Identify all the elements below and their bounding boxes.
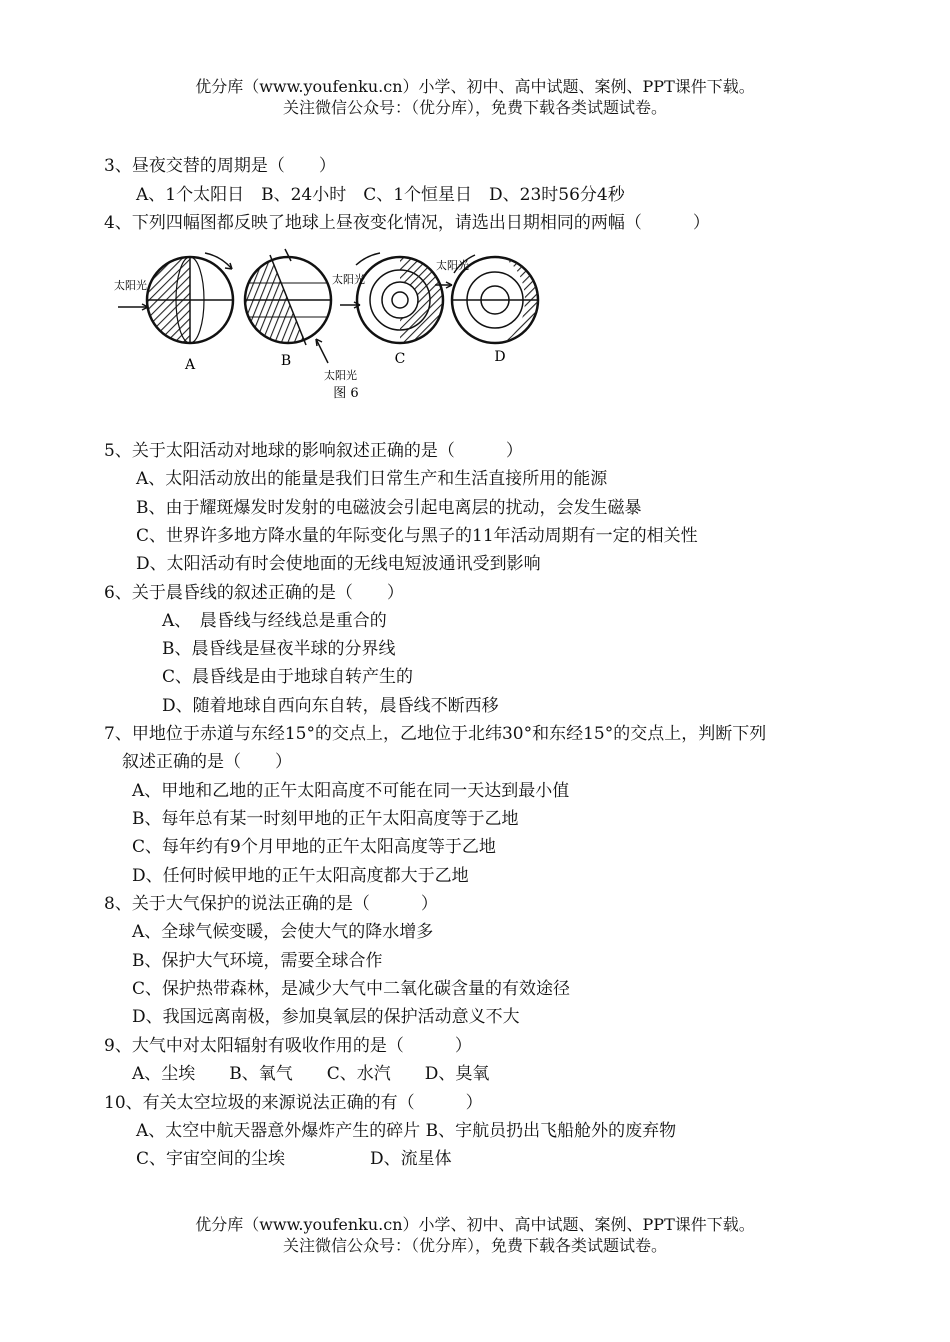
q3-stem: 3、昼夜交替的周期是（ ） bbox=[104, 156, 336, 176]
q7-stem-continued: 叙述正确的是（ ） bbox=[122, 752, 292, 772]
q7-option-a: A、甲地和乙地的正午太阳高度不可能在同一天达到最小值 bbox=[132, 781, 570, 801]
sun-label-d: 太阳光 bbox=[436, 259, 469, 272]
q8-option-c: C、保护热带森林，是减少大气中二氧化碳含量的有效途径 bbox=[132, 979, 571, 999]
sun-label-c: 太阳光 bbox=[332, 273, 365, 286]
sun-label-b: 太阳光 bbox=[324, 369, 357, 382]
q6-stem: 6、关于晨昏线的叙述正确的是（ ） bbox=[104, 583, 404, 603]
q5-option-a: A、太阳活动放出的能量是我们日常生产和生活直接所用的能源 bbox=[136, 469, 608, 489]
header-line-2: 关注微信公众号：（优分库），免费下载各类试题试卷。 bbox=[282, 98, 667, 117]
q9-stem: 9、大气中对太阳辐射有吸收作用的是（ ） bbox=[104, 1036, 472, 1056]
q8-option-b: B、保护大气环境，需要全球合作 bbox=[132, 951, 383, 971]
page-footer bbox=[0, 1214, 950, 1256]
q5-option-c: C、世界许多地方降水量的年际变化与黑子的11年活动周期有一定的相关性 bbox=[136, 526, 698, 546]
q5-option-b: B、由于耀斑爆发时发射的电磁波会引起电离层的扰动，会发生磁暴 bbox=[136, 498, 642, 518]
q5-option-d: D、太阳活动有时会使地面的无线电短波通讯受到影响 bbox=[136, 554, 541, 574]
q7-stem: 7、甲地位于赤道与东经15°的交点上，乙地位于北纬30°和东经15°的交点上，判断下列 bbox=[104, 724, 767, 744]
globe-label-a: A bbox=[184, 357, 196, 373]
globe-label-d: D bbox=[494, 349, 506, 365]
q6-option-a: A、 晨昏线与经线总是重合的 bbox=[162, 611, 387, 631]
day-night-figure bbox=[110, 245, 550, 405]
q6-option-c: C、晨昏线是由于地球自转产生的 bbox=[162, 667, 414, 687]
q8-stem: 8、关于大气保护的说法正确的是（ ） bbox=[104, 894, 438, 914]
q10-stem: 10、有关太空垃圾的来源说法正确的有（ ） bbox=[104, 1093, 483, 1113]
q7-option-d: D、任何时候甲地的正午太阳高度都大于乙地 bbox=[132, 866, 469, 886]
q5-stem: 5、关于太阳活动对地球的影响叙述正确的是（ ） bbox=[104, 441, 523, 461]
q3-options: A、1个太阳日 B、24小时 C、1个恒星日 D、23时56分4秒 bbox=[136, 185, 625, 205]
q10-options-ab: A、太空中航天器意外爆炸产生的碎片 B、宇航员扔出飞船舱外的废弃物 bbox=[136, 1121, 677, 1141]
sun-label-a: 太阳光 bbox=[114, 279, 147, 292]
footer-line-1: 优分库（www.youfenku.cn）小学、初中、高中试题、案例、PPT课件下载。 bbox=[195, 1215, 755, 1234]
globe-c bbox=[340, 253, 443, 343]
q8-option-a: A、全球气候变暖，会使大气的降水增多 bbox=[132, 922, 434, 942]
globe-label-c: C bbox=[394, 351, 406, 367]
q10-options-cd: C、宇宙空间的尘埃 D、流星体 bbox=[136, 1149, 452, 1169]
header-line-1: 优分库（www.youfenku.cn）小学、初中、高中试题、案例、PPT课件下载。 bbox=[195, 77, 755, 96]
globe-b bbox=[232, 249, 331, 363]
footer-line-2: 关注微信公众号：（优分库），免费下载各类试题试卷。 bbox=[282, 1236, 667, 1255]
q8-option-d: D、我国远离南极，参加臭氧层的保护活动意义不大 bbox=[132, 1007, 520, 1027]
q9-options: A、尘埃 B、氧气 C、水汽 D、臭氧 bbox=[132, 1064, 490, 1084]
page-header bbox=[0, 76, 950, 118]
q6-option-d: D、随着地球自西向东自转，晨昏线不断西移 bbox=[162, 696, 499, 716]
globe-label-b: B bbox=[280, 353, 292, 369]
figure-caption: 图 6 bbox=[333, 386, 359, 401]
q7-option-c: C、每年约有9个月甲地的正午太阳高度等于乙地 bbox=[132, 837, 496, 857]
globe-a bbox=[118, 253, 233, 343]
q6-option-b: B、晨昏线是昼夜半球的分界线 bbox=[162, 639, 396, 659]
q4-stem: 4、下列四幅图都反映了地球上昼夜变化情况，请选出日期相同的两幅（ ） bbox=[104, 213, 710, 233]
q7-option-b: B、每年总有某一时刻甲地的正午太阳高度等于乙地 bbox=[132, 809, 519, 829]
